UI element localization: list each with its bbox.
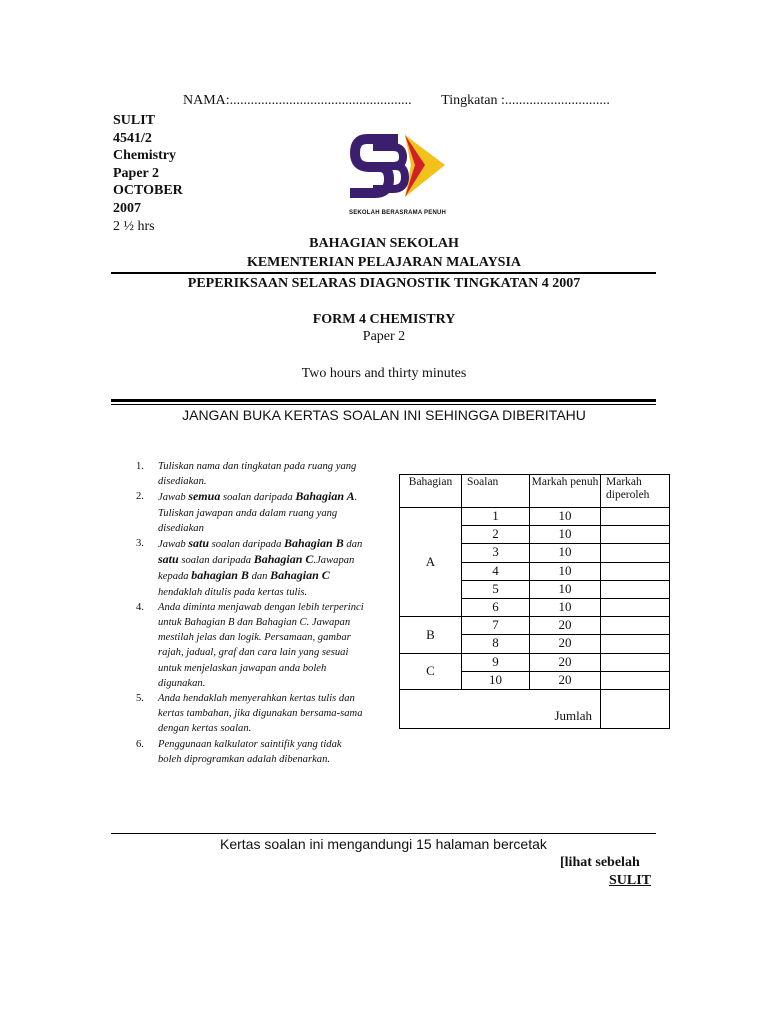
question-cell: 9	[462, 653, 530, 671]
month-label: OCTOBER	[113, 183, 183, 199]
sbp-logo-icon	[345, 127, 455, 212]
instruction-emphasis: Bahagian B	[284, 536, 344, 551]
instruction-text: Tuliskan nama dan tingkatan pada ruang yang disediakan.	[158, 461, 357, 488]
instruction-emphasis: Bahagian C	[253, 552, 314, 567]
full-marks-cell: 10	[530, 544, 601, 562]
form-title: FORM 4 CHEMISTRY	[312, 312, 456, 327]
instruction-text: Jawab	[158, 492, 189, 504]
marks-obtained-cell[interactable]	[601, 562, 670, 580]
instruction-emphasis: satu	[158, 552, 179, 567]
instruction-item	[122, 489, 367, 536]
instruction-number: 2.	[136, 491, 144, 503]
full-marks-cell: 10	[530, 508, 601, 526]
instruction-text: Penggunaan kalkulator saintifik yang tidak boleh diprogramkan adalah dibenarkan.	[158, 738, 342, 765]
total-marks-cell[interactable]	[601, 689, 670, 728]
marks-obtained-cell[interactable]	[601, 617, 670, 635]
question-cell: 3	[462, 544, 530, 562]
instruction-item	[122, 691, 367, 737]
question-cell: 10	[462, 671, 530, 689]
title-line-1: BAHAGIAN SEKOLAH	[309, 236, 459, 251]
instruction-text: dan	[343, 539, 363, 551]
question-cell: 4	[462, 562, 530, 580]
full-marks-cell: 20	[530, 671, 601, 689]
paper-meta	[113, 112, 183, 235]
duration-label: 2 ½ hrs	[113, 218, 155, 234]
instruction-number: 6.	[136, 738, 144, 750]
instruction-emphasis: Bahagian A	[295, 489, 355, 504]
instruction-item	[122, 459, 367, 489]
footer-rule	[111, 833, 656, 834]
question-cell: 5	[462, 580, 530, 598]
full-marks-cell: 20	[530, 617, 601, 635]
header-marks-obtained: Markah diperoleh	[601, 475, 670, 508]
instruction-emphasis: satu	[188, 536, 209, 551]
do-not-open-warning: JANGAN BUKA KERTAS SOALAN INI SEHINGGA DIBERITAHU	[182, 407, 586, 423]
page-count-note: Kertas soalan ini mengandungi 15 halaman bercetak	[220, 836, 547, 852]
instruction-item	[122, 600, 367, 691]
marks-obtained-cell[interactable]	[601, 598, 670, 616]
full-marks-cell: 20	[530, 653, 601, 671]
instruction-text: .Jawapan kepada	[158, 555, 355, 583]
instruction-number: 5.	[136, 693, 144, 705]
classification-label: SULIT	[113, 113, 156, 128]
year-label: 2007	[113, 200, 141, 216]
header-section: Bahagian	[400, 475, 462, 508]
duration-text: Two hours and thirty minutes	[301, 366, 467, 381]
instruction-item	[122, 536, 367, 600]
instruction-number: 4.	[136, 601, 144, 613]
instruction-emphasis: semua	[188, 489, 221, 504]
instruction-text: soalan daripada	[178, 555, 254, 567]
instruction-text: dan	[248, 571, 271, 583]
double-rule-bottom	[111, 404, 656, 405]
section-cell: C	[400, 653, 462, 689]
question-cell: 8	[462, 635, 530, 653]
form-level-field-label: Tingkatan :..............................	[441, 93, 610, 108]
full-marks-cell: 10	[530, 562, 601, 580]
full-marks-cell: 10	[530, 598, 601, 616]
table-header-row	[400, 475, 670, 508]
question-cell: 6	[462, 598, 530, 616]
name-field-label: NAMA:....................................................	[183, 93, 412, 108]
classification-footer: SULIT	[609, 873, 652, 888]
sbp-logo	[345, 127, 455, 222]
full-marks-cell: 10	[530, 580, 601, 598]
marks-obtained-cell[interactable]	[601, 671, 670, 689]
paper-label: Paper 2	[113, 165, 160, 181]
double-rule-top	[111, 399, 656, 402]
table-row	[400, 653, 670, 671]
instruction-number: 1.	[136, 461, 144, 472]
instruction-text: soalan daripada	[209, 539, 285, 551]
candidate-line	[183, 93, 610, 109]
instruction-text: soalan daripada	[220, 492, 296, 504]
marks-obtained-cell[interactable]	[601, 526, 670, 544]
instruction-text: . Tuliskan jawapan anda dalam ruang yang disediakan	[158, 492, 358, 534]
header-full-marks: Markah penuh	[530, 475, 601, 508]
table-row	[400, 617, 670, 635]
marks-obtained-cell[interactable]	[601, 580, 670, 598]
full-marks-cell: 10	[530, 526, 601, 544]
full-marks-cell: 20	[530, 635, 601, 653]
subject-label: Chemistry	[113, 148, 176, 164]
marks-obtained-cell[interactable]	[601, 544, 670, 562]
paper-subtitle: Paper 2	[362, 329, 406, 344]
total-row	[400, 689, 670, 728]
instructions-list	[122, 459, 367, 767]
table-row	[400, 508, 670, 526]
title-line-2: KEMENTERIAN PELAJARAN MALAYSIA	[246, 255, 522, 270]
paper-code: 4541/2	[113, 130, 152, 146]
instruction-emphasis: Bahagian C	[270, 568, 330, 583]
instruction-emphasis: bahagian B	[191, 568, 249, 583]
logo-caption: SEKOLAH BERASRAMA PENUH	[349, 210, 447, 216]
section-cell: B	[400, 617, 462, 653]
marks-table	[399, 474, 670, 729]
title-line-3: PEPERIKSAAN SELARAS DIAGNOSTIK TINGKATAN 4 2007	[187, 276, 581, 291]
marks-obtained-cell[interactable]	[601, 635, 670, 653]
instruction-text: Anda diminta menjawab dengan lebih terperinci untuk Bahagian B dan Bahagian C. Jawapan mestilah jelas dan logik. Persamaan, gambar rajah, jadual, graf dan cara lain yang sesuai untuk menjelaskan jawapan anda boleh digunakan.	[158, 601, 364, 689]
marks-obtained-cell[interactable]	[601, 508, 670, 526]
section-cell: A	[400, 508, 462, 617]
instruction-text: Anda hendaklah menyerahkan kertas tulis dan kertas tambahan, jika digunakan bersama-sama dengan kertas soalan.	[158, 693, 363, 735]
total-label-cell: Jumlah	[400, 689, 601, 728]
instruction-item	[122, 737, 367, 767]
header-question: Soalan	[462, 475, 530, 508]
instruction-number: 3.	[136, 538, 144, 550]
instruction-text: Jawab	[158, 539, 189, 551]
question-cell: 2	[462, 526, 530, 544]
turn-over-label: [lihat sebelah	[560, 855, 640, 870]
title-divider	[111, 272, 656, 274]
marks-obtained-cell[interactable]	[601, 653, 670, 671]
question-cell: 7	[462, 617, 530, 635]
question-cell: 1	[462, 508, 530, 526]
instruction-text: hendaklah ditulis pada kertas tulis.	[158, 586, 308, 598]
